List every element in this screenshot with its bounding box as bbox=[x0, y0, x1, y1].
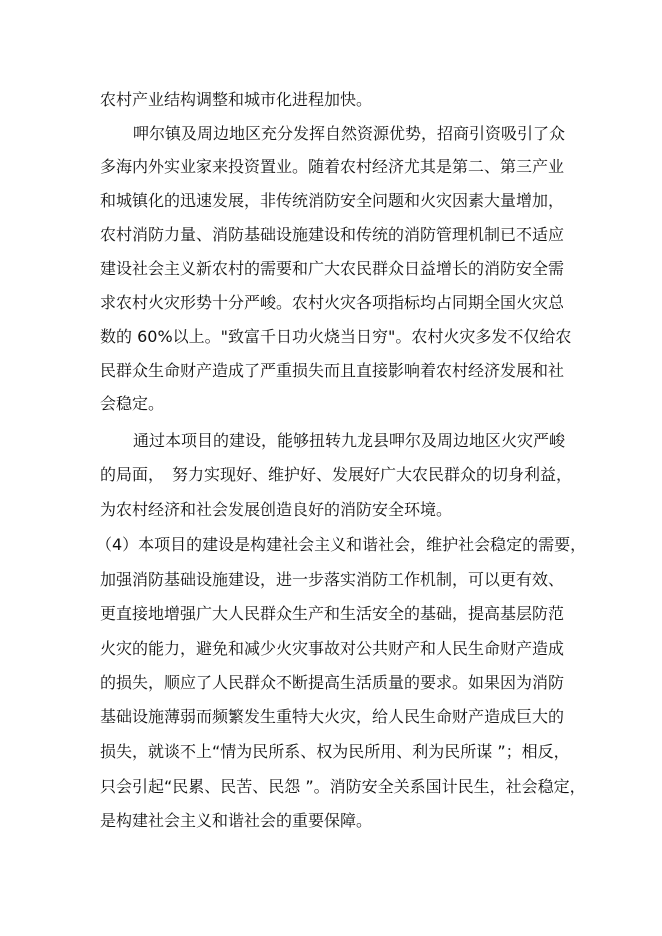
text-line-8: 数的 60%以上。"致富千日功火烧当日穷"。农村火灾多发不仅给农 bbox=[100, 327, 572, 346]
text-line-11: 通过本项目的建设，能够扭转九龙县呷尔及周边地区火灾严峻 bbox=[133, 431, 566, 450]
text-line-16: 更直接地增强广大人民群众生产和生活安全的基础，提高基层防范 bbox=[100, 604, 565, 623]
text-line-17: 火灾的能力，避免和减少火灾事故对公共财产和人民生命财产造成 bbox=[100, 639, 565, 658]
text-line-21: 只会引起“民累、民苦、民怨 ”。消防安全关系国计民生，社会稳定， bbox=[100, 777, 586, 796]
text-line-1: 农村产业结构调整和城市化进程加快。 bbox=[100, 90, 373, 109]
text-line-5: 农村消防力量、消防基础设施建设和传统的消防管理机制已不适应 bbox=[100, 225, 565, 244]
text-line-12: 的局面， 努力实现好、维护好、发展好广大农民群众的切身利益， bbox=[100, 465, 573, 484]
text-line-15: 加强消防基础设施建设，进一步落实消防工作机制，可以更有效、 bbox=[100, 570, 565, 589]
text-line-6: 建设社会主义新农村的需要和广大农民群众日益增长的消防安全需 bbox=[100, 259, 565, 278]
text-line-3: 多海内外实业家来投资置业。随着农村经济尤其是第二、第三产业 bbox=[100, 157, 565, 176]
text-line-2: 呷尔镇及周边地区充分发挥自然资源优势，招商引资吸引了众 bbox=[133, 124, 566, 143]
text-line-7: 求农村火灾形势十分严峻。农村火灾各项指标均占同期全国火灾总 bbox=[100, 293, 565, 312]
text-line-20: 损失，就谈不上“情为民所系、权为民所用、利为民所谋 ”；相反， bbox=[100, 742, 570, 761]
text-line-14: （4）本项目的建设是构建社会主义和谐社会，维护社会稳定的需要， bbox=[96, 535, 587, 554]
text-line-9: 民群众生命财产造成了严重损失而且直接影响着农村经济发展和社 bbox=[100, 361, 565, 380]
text-line-19: 基础设施薄弱而频繁发生重特大火灾，给人民生命财产造成巨大的 bbox=[100, 707, 565, 726]
text-line-22: 是构建社会主义和谐社会的重要保障。 bbox=[100, 811, 373, 830]
text-line-18: 的损失，顺应了人民群众不断提高生活质量的要求。如果因为消防 bbox=[100, 673, 565, 692]
text-line-13: 为农村经济和社会发展创造良好的消防安全环境。 bbox=[100, 500, 453, 519]
text-line-10: 会稳定。 bbox=[100, 394, 165, 413]
text-line-4: 和城镇化的迅速发展，非传统消防安全问题和火灾因素大量增加， bbox=[100, 191, 565, 210]
